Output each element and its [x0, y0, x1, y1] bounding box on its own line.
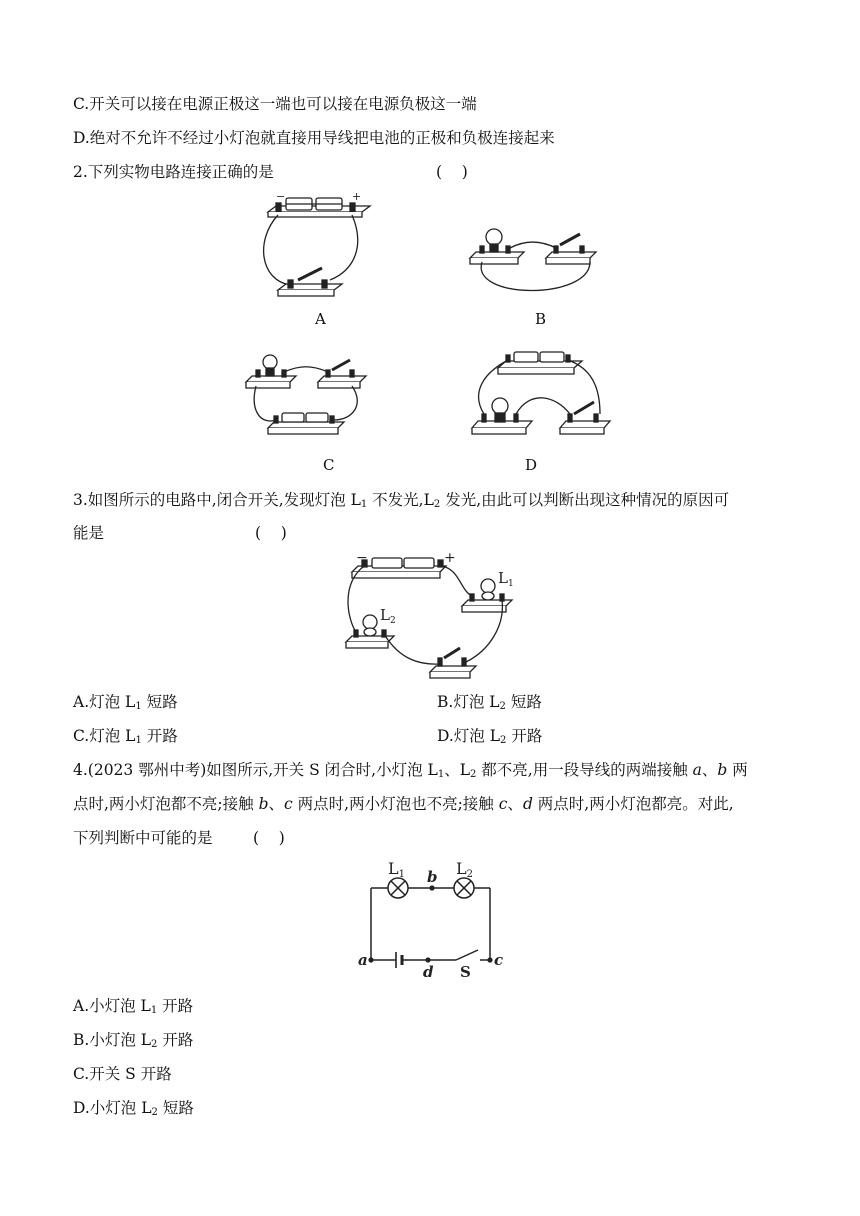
q3-stem-line2: 能是	[73, 524, 105, 542]
q2-stem: 2.下列实物电路连接正确的是	[73, 163, 274, 181]
q4-switch-label: S	[460, 963, 471, 981]
q3-option-c: C.灯泡 $L_1$ 开路	[73, 727, 178, 746]
q4-stem-line2: 点时,两小灯泡都不亮;接触 b、c 两点时,两小灯泡也不亮;接触 c、d 两点时,两小灯泡都亮。对此,	[73, 795, 734, 813]
q2-caption-b: B	[535, 310, 547, 328]
q4-stem-line3: 下列判断中可能的是	[73, 829, 213, 847]
q4-point-b: b	[427, 868, 438, 886]
q2-answer-paren: ( )	[436, 163, 468, 181]
q4-option-a: A.小灯泡 $L_1$ 开路	[73, 997, 194, 1016]
q4-option-b: B.小灯泡 $L_2$ 开路	[73, 1031, 194, 1050]
q2-caption-d: D	[525, 456, 538, 474]
q1-option-c: C.开关可以接在电源正极这一端也可以接在电源负极这一端	[73, 95, 477, 113]
q2-caption-a: A	[315, 310, 326, 328]
q4-option-c: C.开关 S 开路	[73, 1065, 172, 1083]
q4-point-c: c	[494, 951, 504, 969]
q3-answer-paren: ( )	[255, 524, 287, 542]
fig-a-plus: +	[352, 190, 362, 203]
q3-stem: 3.如图所示的电路中,闭合开关,发现灯泡 $L_1$ 不发光$,L_2$ 发光,由此可以判断出现这种情况的原因可	[73, 491, 730, 510]
fig-a-minus: −	[276, 190, 286, 203]
q3-option-a: A.灯泡 $L_1$ 短路	[73, 693, 178, 712]
q4-l2-label: L2	[456, 859, 473, 880]
q4-point-a: a	[358, 951, 368, 969]
q3-l1-label: $L_1$	[498, 569, 514, 589]
q4-point-d: d	[423, 963, 434, 981]
q2-caption-c: C	[323, 456, 335, 474]
q3-minus-label: −	[356, 550, 368, 566]
q1-option-d: D.绝对不允许不经过小灯泡就直接用导线把电池的正极和负极连接起来	[73, 129, 555, 147]
q4-stem-line1: 4.(2023 鄂州中考)如图所示,开关 S 闭合时,小灯泡 $L_1$、$L_2$ 都不亮,用一段导线的两端接触 a、b 两	[73, 761, 748, 780]
q3-option-d: D.灯泡 $L_2$ 开路	[437, 727, 543, 746]
q3-option-b: B.灯泡 $L_2$ 短路	[437, 693, 542, 712]
q4-l1-label: L1	[388, 859, 405, 880]
q4-answer-paren: ( )	[253, 829, 285, 847]
q3-plus-label: +	[444, 550, 456, 566]
q4-option-d: D.小灯泡 $L_2$ 短路	[73, 1099, 194, 1118]
q3-l2-label: $L_2$	[380, 606, 396, 626]
